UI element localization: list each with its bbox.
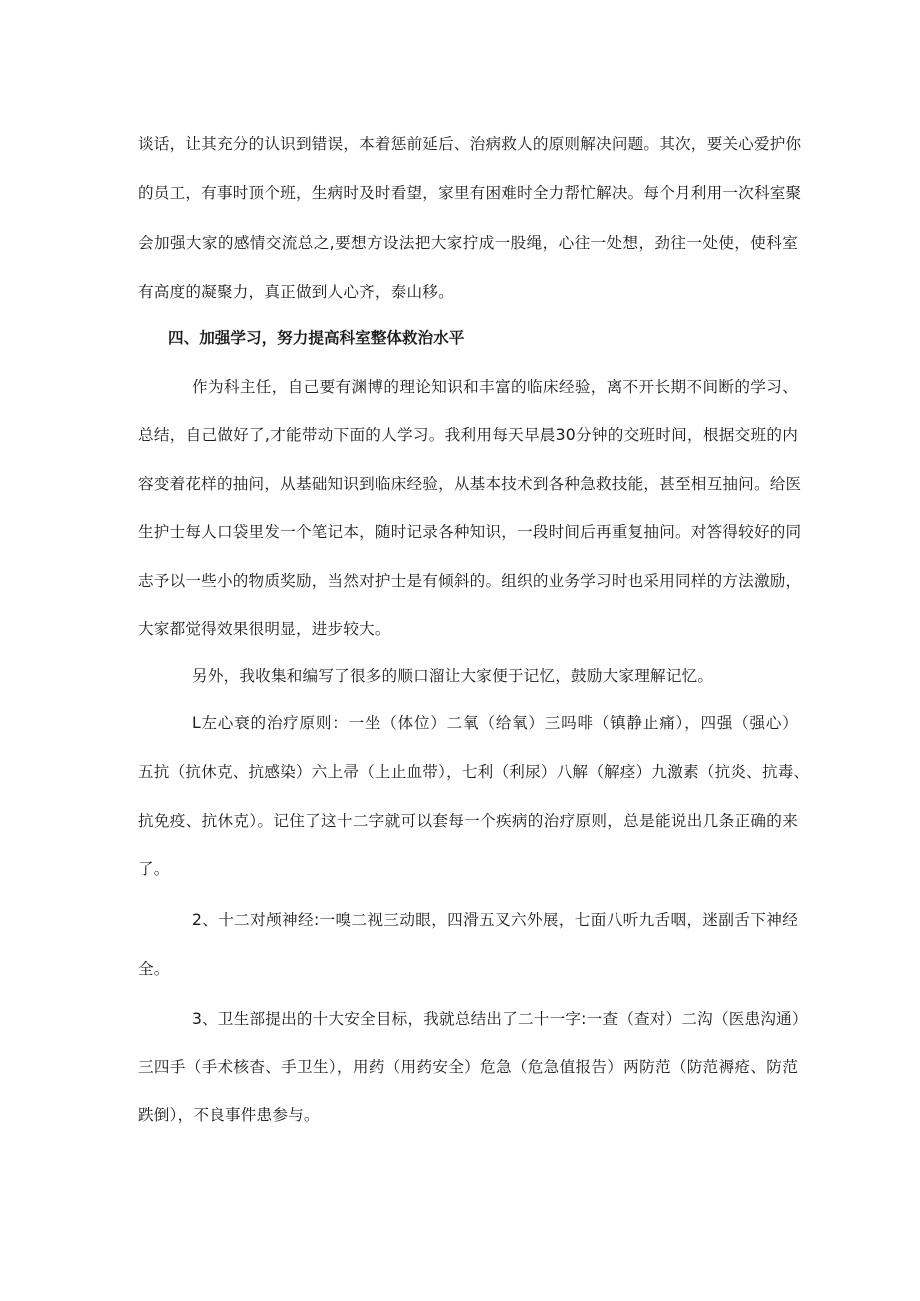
paragraph-line: 全。 bbox=[138, 960, 170, 978]
paragraph-line: 3、卫生部提出的十大安全目标，我就总结出了二十一字:一查（查对）二沟（医患沟通） bbox=[192, 1010, 808, 1028]
paragraph-line: L左心衰的治疗原则：一坐（体位）二氧（给氧）三吗啡（镇静止痛），四强（强心） bbox=[192, 714, 798, 732]
paragraph-line: 大家都觉得效果很明显，进步较大。 bbox=[138, 620, 391, 638]
paragraph-line: 谈话，让其充分的认识到错误，本着惩前延后、治病救人的原则解决问题。其次，要关心爱护你 bbox=[138, 135, 802, 153]
paragraph-line: 跌倒），不良事件患参与。 bbox=[138, 1106, 320, 1124]
paragraph-line: 作为科主任，自己要有渊博的理论知识和丰富的临床经验，离不开长期不间断的学习、 bbox=[192, 378, 798, 396]
paragraph-line: 生护士每人口袋里发一个笔记本，随时记录各种知识，一段时间后再重复抽问。对答得较好的同 bbox=[138, 523, 802, 541]
paragraph-line: 2、十二对颅神经:一嗅二视三动眼，四滑五叉六外展，七面八听九舌咽，迷副舌下神经 bbox=[192, 911, 798, 929]
paragraph-line: 的员工，有事时顶个班，生病时及时看望，家里有困难时全力帮忙解决。每个月利用一次科室聚 bbox=[138, 184, 802, 202]
paragraph-line: 会加强大家的感情交流总之,要想方设法把大家拧成一股绳，心往一处想，劲往一处使，使科室 bbox=[138, 234, 798, 252]
paragraph-line: 容变着花样的抽问，从基础知识到临床经验，从基本技术到各种急救技能，甚至相互抽问。给医 bbox=[138, 475, 802, 493]
paragraph-line: 总结，自己做好了,才能带动下面的人学习。我利用每天早晨30分钟的交班时间，根据交班的内 bbox=[138, 426, 798, 444]
paragraph-line: 另外，我收集和编写了很多的顺口溜让大家便于记忆，鼓励大家理解记忆。 bbox=[192, 667, 714, 685]
section-heading: 四、加强学习，努力提高科室整体救治水平 bbox=[168, 329, 465, 347]
paragraph-line: 三四手（手术核杳、手卫生），用药（用药安全）危急（危急值报告）两防范（防范褥疮、防范 bbox=[138, 1058, 798, 1076]
paragraph-line: 抗免疫、抗休克）。记住了这十二字就可以套每一个疾病的治疗原则，总是能说出几条正确的来 bbox=[138, 812, 798, 830]
paragraph-line: 五抗（抗休克、抗感染）六上帚（上止血带），七利（利尿）八解（解痉）九激素（抗炎、抗毒、 bbox=[138, 763, 810, 781]
paragraph-line: 志予以一些小的物质奖励，当然对护士是有倾斜的。组织的业务学习时也采用同样的方法激励， bbox=[138, 572, 802, 590]
paragraph-line: 有高度的凝聚力，真正做到人心齐，泰山移。 bbox=[138, 283, 454, 301]
paragraph-line: 了。 bbox=[138, 860, 170, 878]
